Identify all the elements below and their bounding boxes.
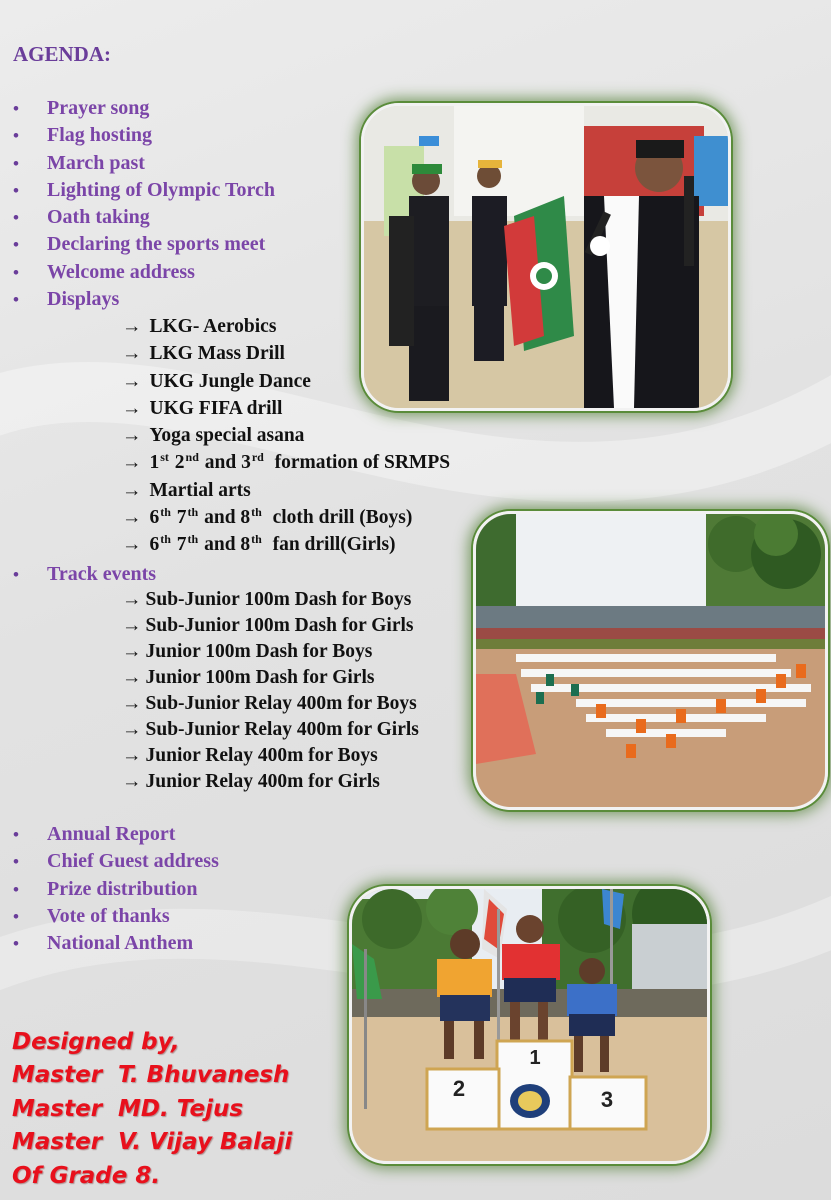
agenda-item: • Prayer song (13, 95, 275, 122)
track-event-item: → Sub-Junior Relay 400m for Boys (122, 693, 417, 714)
bullet-icon: • (13, 99, 19, 118)
display-item: → LKG- Aerobics (122, 316, 277, 337)
agenda-list-top (13, 95, 275, 313)
track-event-item: → Junior 100m Dash for Boys (122, 641, 373, 662)
bullet-icon: • (13, 879, 19, 899)
arrow-right-icon: → (122, 771, 142, 792)
arrow-right-icon: → (122, 425, 142, 447)
bullet-icon: • (13, 235, 19, 255)
bullet-icon: • (13, 126, 19, 146)
bullet-icon: • (13, 290, 19, 310)
track-event-item: → Junior Relay 400m for Girls (122, 771, 380, 792)
credits-line: Master MD. Tejus (12, 1095, 244, 1122)
arrow-right-icon: → (122, 343, 142, 365)
arrow-right-icon: → (122, 316, 142, 337)
credits-line: Of Grade 8. (12, 1162, 161, 1189)
bullet-icon: • (13, 852, 19, 872)
arrow-right-icon: → (122, 745, 142, 766)
photo-oath-taking (361, 103, 731, 411)
agenda-item: • Displays (13, 286, 275, 313)
arrow-right-icon: → (122, 534, 142, 556)
bullet-icon: • (13, 906, 19, 926)
agenda-list-track (13, 561, 156, 588)
credits-block (12, 1026, 292, 1193)
arrow-right-icon: → (122, 397, 142, 419)
bullet-icon: • (13, 934, 19, 954)
bullet-icon: • (13, 565, 19, 584)
agenda-item: • March past (13, 150, 275, 177)
arrow-right-icon: → (122, 615, 142, 636)
agenda-item: • Oath taking (13, 204, 275, 231)
arrow-right-icon: → (122, 589, 142, 610)
track-event-item: → Sub-Junior 100m Dash for Girls (122, 615, 414, 636)
display-item: → Yoga special asana (122, 425, 305, 447)
display-item: → UKG FIFA drill (122, 397, 283, 419)
display-item: → 6th 7th and 8th cloth drill (Boys) (122, 505, 413, 529)
podium-third-label: 3 (600, 1087, 614, 1112)
arrow-right-icon: → (122, 667, 142, 688)
credits-line: Master V. Vijay Balaji (12, 1129, 293, 1156)
agenda-item: • Track events (13, 561, 156, 588)
agenda-item: • Annual Report (13, 821, 219, 848)
agenda-list-bottom (13, 821, 219, 957)
display-item: → 1st 2nd and 3rd formation of SRMPS (122, 450, 451, 474)
agenda-item: • Vote of thanks (13, 903, 219, 930)
bullet-icon: • (13, 262, 19, 282)
arrow-right-icon: → (122, 452, 142, 474)
agenda-item: • National Anthem (13, 930, 219, 957)
arrow-right-icon: → (122, 719, 142, 740)
podium-first-label: 1 (529, 1047, 541, 1069)
arrow-right-icon: → (122, 370, 142, 392)
bullet-icon: • (13, 180, 19, 200)
agenda-item: • Welcome address (13, 259, 275, 286)
track-event-item: → Junior Relay 400m for Boys (122, 745, 378, 766)
bullet-icon: • (13, 825, 19, 844)
bullet-icon: • (13, 208, 19, 228)
podium-second-label: 2 (452, 1076, 466, 1101)
agenda-item: • Lighting of Olympic Torch (13, 177, 275, 204)
display-item: → LKG Mass Drill (122, 343, 285, 365)
track-event-item: → Junior 100m Dash for Girls (122, 667, 375, 688)
photo-mass-drill (473, 511, 828, 810)
agenda-title: AGENDA: (13, 42, 111, 66)
arrow-right-icon: → (122, 641, 142, 662)
bullet-icon: • (13, 153, 19, 173)
display-item: → UKG Jungle Dance (122, 370, 311, 392)
agenda-item: • Prize distribution (13, 876, 219, 903)
agenda-item: • Chief Guest address (13, 848, 219, 875)
arrow-right-icon: → (122, 479, 142, 501)
photo-podium (349, 886, 710, 1164)
track-events-list (122, 587, 419, 795)
agenda-item: • Flag hosting (13, 122, 275, 149)
credits-line: Designed by, (12, 1029, 180, 1055)
credits-line: Master T. Bhuvanesh (12, 1062, 290, 1089)
display-item: → Martial arts (122, 479, 251, 501)
track-event-item: → Sub-Junior Relay 400m for Girls (122, 719, 419, 740)
display-item: → 6th 7th and 8th fan drill(Girls) (122, 532, 396, 556)
arrow-right-icon: → (122, 507, 142, 529)
track-event-item: → Sub-Junior 100m Dash for Boys (122, 589, 412, 610)
arrow-right-icon: → (122, 693, 142, 714)
agenda-item: • Declaring the sports meet (13, 231, 275, 258)
